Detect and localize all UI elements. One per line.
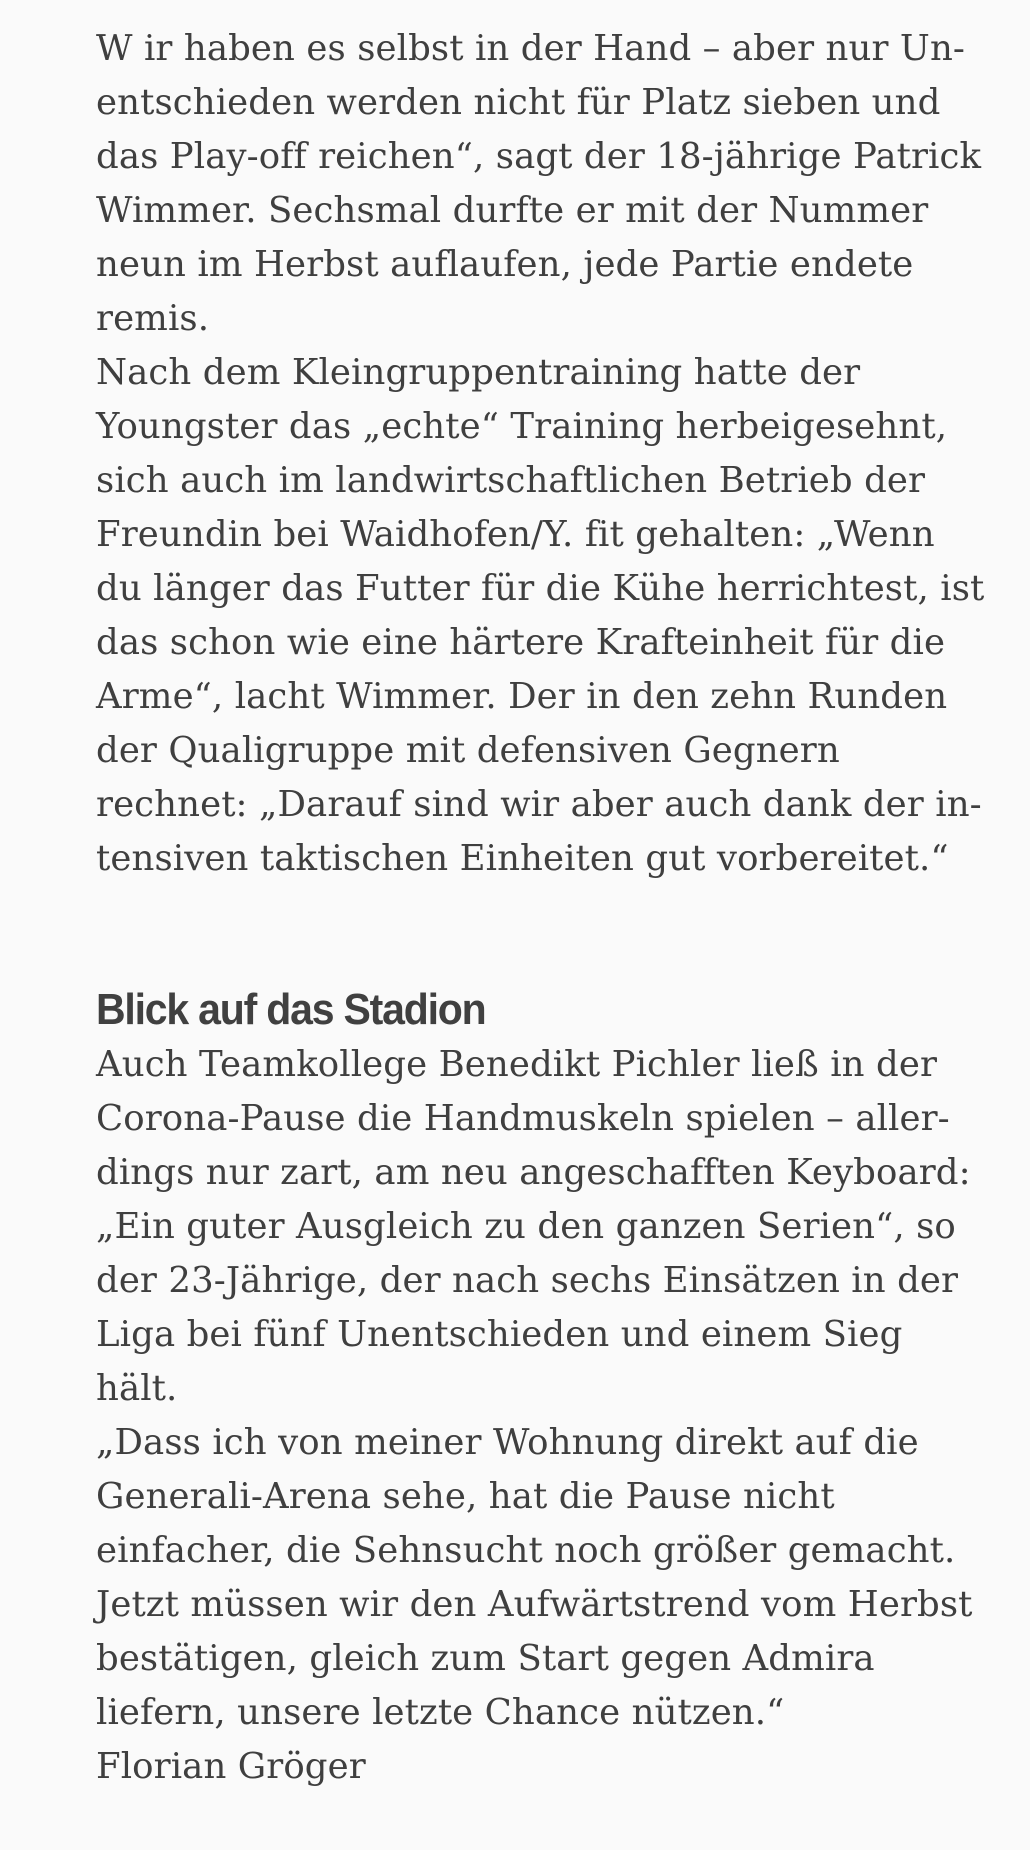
article-body — [96, 22, 996, 1794]
article-paragraph: W ir haben es selbst in der Hand – aber nur Un- entschieden werden nicht für Platz sieben und das Play-off reichen“, sagt der 18-jährige Patrick Wimmer. Sechsmal durfte er mit der Nummer neun im Herbst auflaufen, jede Partie endete remis. — [96, 28, 982, 339]
article-subheading: Blick auf das Stadion — [96, 984, 486, 1034]
article-paragraph: Auch Teamkollege Benedikt Pichler ließ in der Corona-Pause die Handmuskeln spielen – aller- dings nur zart, am neu angeschafften Keyboard: „Ein guter Ausgleich zu den ganzen Serien“, so der 23-Jährige, der nach sechs Einsätzen in der Liga bei fünf Unentschieden und einem Sieg hält. — [96, 1044, 971, 1409]
article-paragraph: Nach dem Kleingruppentraining hatte der Youngster das „echte“ Training herbeigesehnt, sich auch im landwirtschaftlichen Betrieb der Freundin bei Waidhofen/Y. fit gehalten: „Wenn du länger das Futter für die Kühe herrichtest, ist das schon wie eine härtere Krafteinheit für die Arme“, lacht Wimmer. Der in den zehn Runden der Qualigruppe mit defensiven Gegnern rechnet: „Darauf sind wir aber auch dank der in- tensiven taktischen Einheiten gut vorbereitet.“ — [96, 352, 985, 879]
author-byline: Florian Gröger — [96, 1746, 366, 1787]
article-paragraph: „Dass ich von meiner Wohnung direkt auf die Generali-Arena sehe, hat die Pause nicht einfacher, die Sehnsucht noch größer gemacht. Jetzt müssen wir den Aufwärtstrend vom Herbst bestätigen, gleich zum Start gegen Admira liefern, unsere letzte Chance nützen.“ — [96, 1422, 973, 1733]
